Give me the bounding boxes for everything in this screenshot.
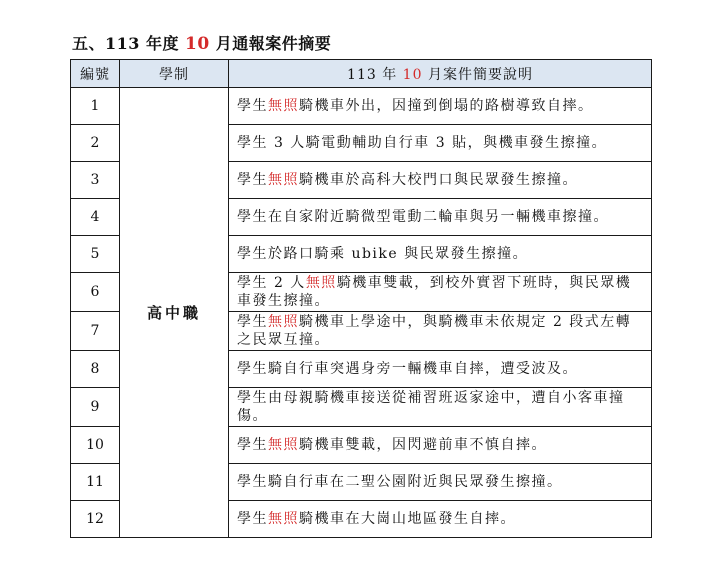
- row-number: 10: [71, 427, 120, 464]
- unlicensed-highlight: 無照: [268, 172, 299, 188]
- row-number: 7: [71, 312, 120, 351]
- case-description: [229, 199, 652, 236]
- description-text: 學生: [237, 511, 268, 527]
- description-text: 騎機車上學途中，與騎機車未依規定 2 段式左轉之民眾互撞。: [237, 314, 632, 348]
- row-number: 9: [71, 388, 120, 427]
- row-number: 6: [71, 273, 120, 312]
- header-number: 編號: [71, 60, 120, 88]
- case-description: [229, 388, 652, 427]
- row-number: 12: [71, 501, 120, 538]
- table-header-row: [71, 60, 652, 88]
- description-text: 學生 3 人騎電動輔助自行車 3 貼，與機車發生擦撞。: [237, 135, 608, 151]
- description-text: 學生騎自行車在二聖公園附近與民眾發生擦撞。: [237, 474, 563, 490]
- description-text: 學生: [237, 172, 268, 188]
- school-type-cell: 高中職: [120, 88, 229, 538]
- description-text: 騎機車外出，因撞到倒塌的路樹導致自摔。: [299, 98, 594, 114]
- case-description: [229, 236, 652, 273]
- header-school-type: 學制: [120, 60, 229, 88]
- case-description: [229, 427, 652, 464]
- page-heading: [72, 31, 331, 54]
- header-summary-month: 10: [402, 66, 423, 83]
- header-summary: [229, 60, 652, 88]
- description-text: 騎機車雙載，到校外實習下班時，與民眾機車發生擦撞。: [237, 275, 632, 309]
- case-description: [229, 312, 652, 351]
- description-text: 學生在自家附近騎微型電動二輪車與另一輛機車擦撞。: [237, 209, 609, 225]
- unlicensed-highlight: 無照: [268, 437, 299, 453]
- header-summary-suffix: 月案件簡要說明: [422, 66, 533, 83]
- case-description: [229, 88, 652, 125]
- case-description: [229, 464, 652, 501]
- case-description: [229, 501, 652, 538]
- description-text: 學生於路口騎乘 ubike 與民眾發生擦撞。: [237, 246, 529, 262]
- description-text: 學生: [237, 437, 268, 453]
- header-summary-prefix: 113 年: [347, 66, 403, 83]
- heading-prefix: 五、113 年度: [72, 34, 186, 53]
- row-number: 4: [71, 199, 120, 236]
- case-description: [229, 125, 652, 162]
- row-number: 2: [71, 125, 120, 162]
- description-text: 學生由母親騎機車接送從補習班返家途中，遭自小客車撞傷。: [237, 390, 625, 424]
- case-summary-table: [70, 59, 652, 538]
- heading-suffix: 月通報案件摘要: [209, 34, 332, 53]
- row-number: 11: [71, 464, 120, 501]
- description-text: 學生: [237, 314, 268, 330]
- description-text: 騎機車在大崗山地區發生自摔。: [299, 511, 516, 527]
- description-text: 學生騎自行車突遇身旁一輛機車自摔，遭受波及。: [237, 361, 578, 377]
- unlicensed-highlight: 無照: [268, 314, 299, 330]
- description-text: 騎機車雙載，因閃避前車不慎自摔。: [299, 437, 547, 453]
- description-text: 學生 2 人: [237, 275, 306, 291]
- unlicensed-highlight: 無照: [305, 275, 337, 291]
- case-description: [229, 162, 652, 199]
- table-body: [71, 88, 652, 538]
- row-number: 1: [71, 88, 120, 125]
- row-number: 3: [71, 162, 120, 199]
- description-text: 騎機車於高科大校門口與民眾發生擦撞。: [299, 172, 578, 188]
- description-text: 學生: [237, 98, 268, 114]
- unlicensed-highlight: 無照: [268, 511, 299, 527]
- heading-month: 10: [185, 34, 210, 54]
- table-row: [71, 88, 652, 125]
- row-number: 8: [71, 351, 120, 388]
- case-description: [229, 273, 652, 312]
- unlicensed-highlight: 無照: [268, 98, 299, 114]
- case-description: [229, 351, 652, 388]
- row-number: 5: [71, 236, 120, 273]
